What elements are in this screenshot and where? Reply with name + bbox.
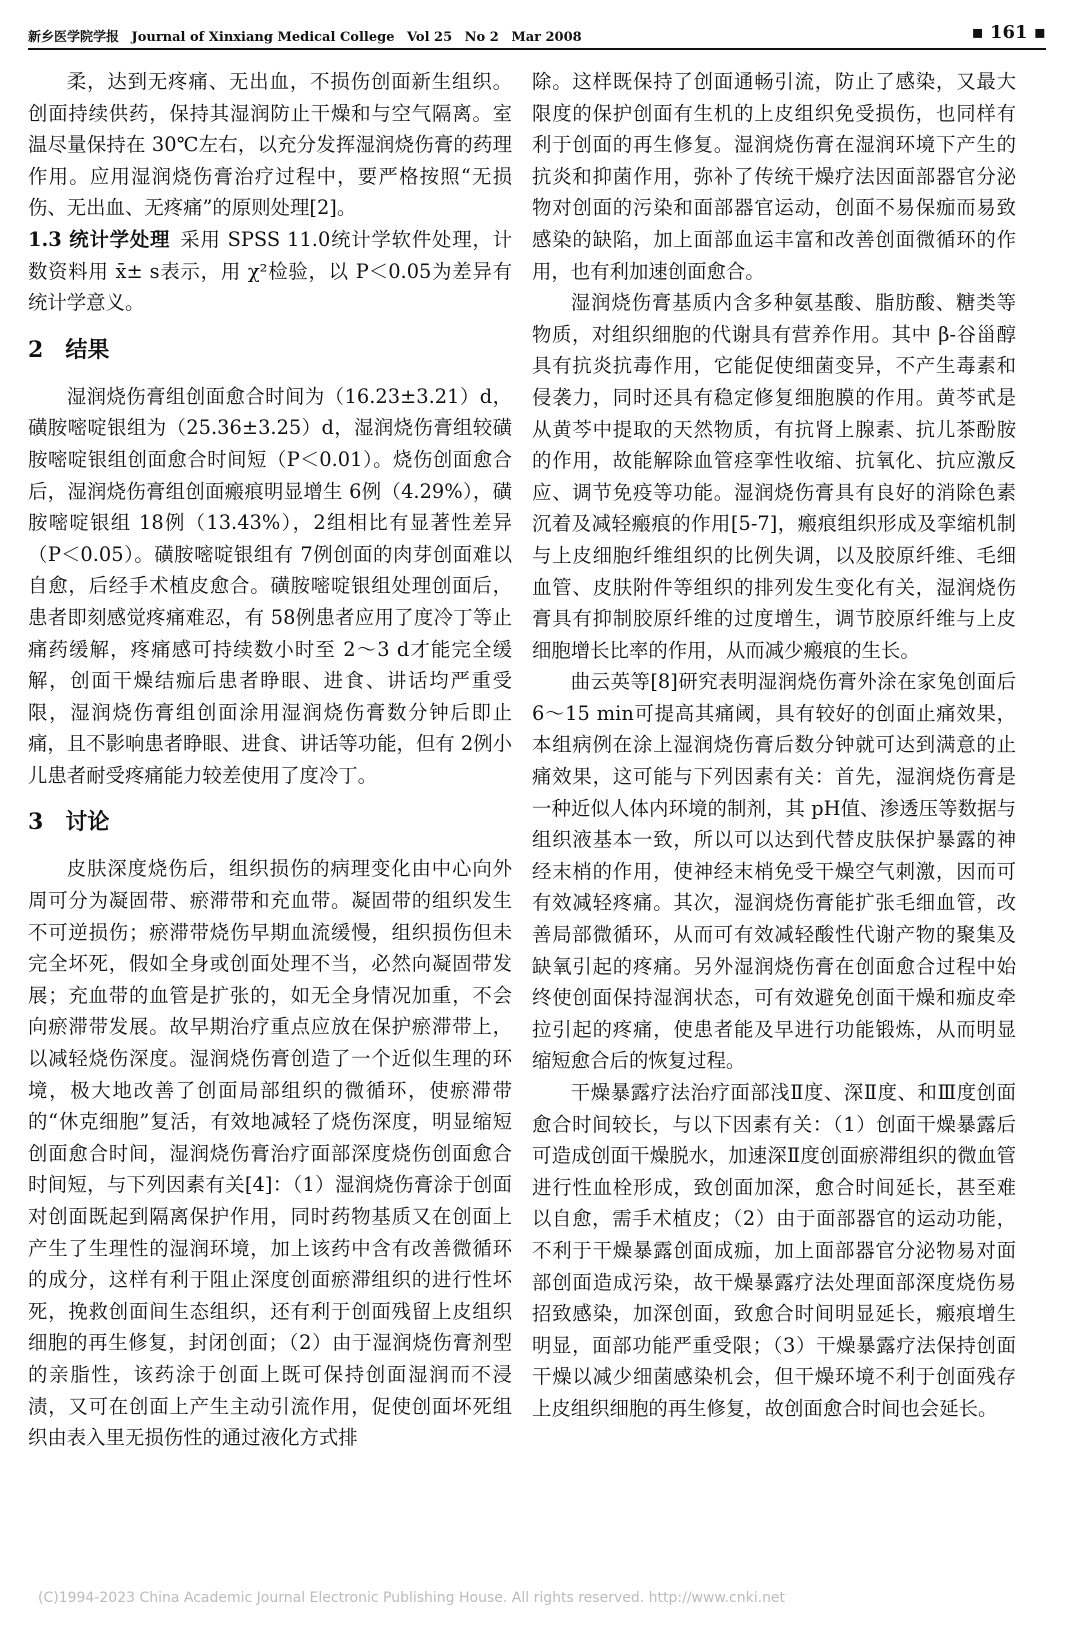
- section-2-number: 2: [28, 336, 44, 363]
- paragraph-method-end: 柔，达到无疼痛、无出血，不损伤创面新生组织。创面持续供药，保持其湿润防止干燥和与空气隔离。室温尽量保持在 30℃左右，以充分发挥湿润烧伤膏的药理作用。应用湿润烧伤膏治疗过程中，要严格按照“无损伤、无出血、无疼痛”的原则处理[2]。: [28, 70, 512, 220]
- journal-info: [28, 26, 590, 45]
- paragraph-discussion-2: 湿润烧伤膏基质内含多种氨基酸、脂肪酸、糖类等物质，对组织细胞的代谢具有营养作用。其中 β-谷甾醇具有抗炎抗毒作用，它能促使细菌变异，不产生毒素和侵袭力，同时还具有稳定修复细胞膜的作用。黄芩甙是从黄芩中提取的天然物质，有抗肾上腺素、抗儿茶酚胺的作用，故能解除血管痉挛性收缩、抗氧化、抗应激反应、调节免疫等功能。湿润烧伤膏具有良好的消除色素沉着及减轻瘢痕的作用[5-7]，瘢痕组织形成及挛缩机制与上皮细胞纤维组织的比例失调，以及胶原纤维、毛细血管、皮肤附件等组织的排列发生变化有关，湿润烧伤膏具有抑制胶原纤维的过度增生，调节胶原纤维与上皮细胞增长比率的作用，从而减少瘢痕的生长。: [532, 291, 1016, 662]
- section-3-heading: [28, 801, 512, 843]
- section-2-heading: [28, 329, 512, 371]
- issue-date: Mar 2008: [511, 30, 582, 45]
- paragraph-discussion-1-cont: 除。这样既保持了创面通畅引流，防止了感染，又最大限度的保护创面有生机的上皮组织免受损伤，也同样有利于创面的再生修复。湿润烧伤膏在湿润环境下产生的抗炎和抑菌作用，弥补了传统干燥疗法因面部器官分泌物对创面的污染和面部器官运动，创面不易保痂而易致感染的缺陷，加上面部血运丰富和改善创面微循环的作用，也有利加速创面愈合。: [532, 70, 1016, 283]
- issue: No 2: [464, 30, 499, 45]
- section-1-3-heading: 1.3 统计学处理: [28, 227, 171, 251]
- section-3-number: 3: [28, 809, 44, 836]
- right-column: [532, 66, 1016, 1596]
- section-1-3: [28, 224, 512, 319]
- page-number: ▪ 161 ▪: [971, 22, 1046, 43]
- paragraph-results: 湿润烧伤膏组创面愈合时间为（16.23±3.21）d，磺胺嘧啶银组为（25.36±3.25）d，湿润烧伤膏组较磺胺嘧啶银组创面愈合时间短（P＜0.01）。烧伤创面愈合后，湿润烧伤膏组创面瘢痕明显增生 6例（4.29%），磺胺嘧啶银组 18例（13.43%），2组相比有显著性差异（P＜0.05）。磺胺嘧啶银组有 7例创面的肉芽创面难以自愈，后经手术植皮愈合。磺胺嘧啶银组处理创面后，患者即刻感觉疼痛难忍，有 58例患者应用了度冷丁等止痛药缓解，疼痛感可持续数小时至 2～3 d才能完全缓解，创面干燥结痂后患者睁眼、进食、讲话均严重受限，湿润烧伤膏组创面涂用湿润烧伤膏数分钟后即止痛，且不影响患者睁眼、进食、讲话等功能，但有 2例小儿患者耐受疼痛能力较差使用了度冷丁。: [28, 384, 512, 787]
- journal-name-cn: 新乡医学院学报: [28, 30, 120, 45]
- paragraph-discussion-1: 皮肤深度烧伤后，组织损伤的病理变化由中心向外周可分为凝固带、瘀滞带和充血带。凝固带的组织发生不可逆损伤；瘀滞带烧伤早期血流缓慢，组织损伤但未完全坏死，假如全身或创面处理不当，必然向凝固带发展；充血带的血管是扩张的，如无全身情况加重，不会向瘀滞带发展。故早期治疗重点应放在保护瘀滞带上，以减轻烧伤深度。湿润烧伤膏创造了一个近似生理的环境，极大地改善了创面局部组织的微循环，使瘀滞带的“休克细胞”复活，有效地减轻了烧伤深度，明显缩短创面愈合时间，湿润烧伤膏治疗面部深度烧伤创面愈合时间短，与下列因素有关[4]：（1）湿润烧伤膏涂于创面对创面既起到隔离保护作用，同时药物基质又在创面上产生了生理性的湿润环境，加上该药中含有改善微循环的成分，这样有利于阻止深度创面瘀滞组织的进行性坏死，挽救创面间生态组织，还有利于创面残留上皮组织细胞的再生修复，封闭创面；（2）由于湿润烧伤膏剂型的亲脂性，该药涂于创面上既可保持创面湿润而不浸渍，又可在创面上产生主动引流作用，促使创面坏死组织由表入里无损伤性的通过液化方式排: [28, 857, 512, 1450]
- journal-name-en: Journal of Xinxiang Medical College: [131, 30, 395, 45]
- paragraph-discussion-3: 曲云英等[8]研究表明湿润烧伤膏外涂在家兔创面后 6～15 min可提高其痛阈，具有较好的创面止痛效果，本组病例在涂上湿润烧伤膏后数分钟就可达到满意的止痛效果，这可能与下列因素有关：首先，湿润烧伤膏是一种近似人体内环境的制剂，其 pH值、渗透压等数据与组织液基本一致，所以可以达到代替皮肤保护暴露的神经末梢的作用，使神经末梢免受干燥空气刺激，因而可有效减轻疼痛。其次，湿润烧伤膏能扩张毛细血管，改善局部微循环，从而可有效减轻酸性代谢产物的聚集及缺氧引起的疼痛。另外湿润烧伤膏在创面愈合过程中始终使创面保持湿润状态，可有效避免创面干燥和痂皮牵拉引起的疼痛，使患者能及早进行功能锻炼，从而明显缩短愈合后的恢复过程。: [532, 670, 1016, 1073]
- section-1-3-text: 采用 SPSS 11.0统计学软件处理，计数资料用 x̄± s表示，用 χ²检验，以 P＜0.05为差异有统计学意义。: [28, 227, 512, 315]
- paragraph-discussion-4: 干燥暴露疗法治疗面部浅Ⅱ度、深Ⅱ度、和Ⅲ度创面愈合时间较长，与以下因素有关：（1）创面干燥暴露后可造成创面干燥脱水，加速深Ⅱ度创面瘀滞组织的微血管进行性血栓形成，致创面加深，愈合时间延长，甚至难以自愈，需手术植皮；（2）由于面部器官的运动功能，不利于干燥暴露创面成痂，加上面部器官分泌物易对面部创面造成污染，故干燥暴露疗法处理面部深度烧伤易招致感染，加深创面，致愈合时间明显延长，瘢痕增生明显，面部功能严重受限；（3）干燥暴露疗法保持创面干燥以减少细菌感染机会，但干燥环境不利于创面残存上皮组织细胞的再生修复，故创面愈合时间也会延长。: [532, 1081, 1016, 1420]
- volume: Vol 25: [407, 30, 453, 45]
- page-header: [28, 14, 1046, 50]
- left-column: [28, 66, 512, 1596]
- section-2-title: 结果: [65, 336, 110, 363]
- copyright-watermark: (C)1994-2023 China Academic Journal Electronic Publishing House. All rights reserved. http://www.cnki.net: [38, 1590, 786, 1606]
- section-3-title: 讨论: [65, 809, 110, 836]
